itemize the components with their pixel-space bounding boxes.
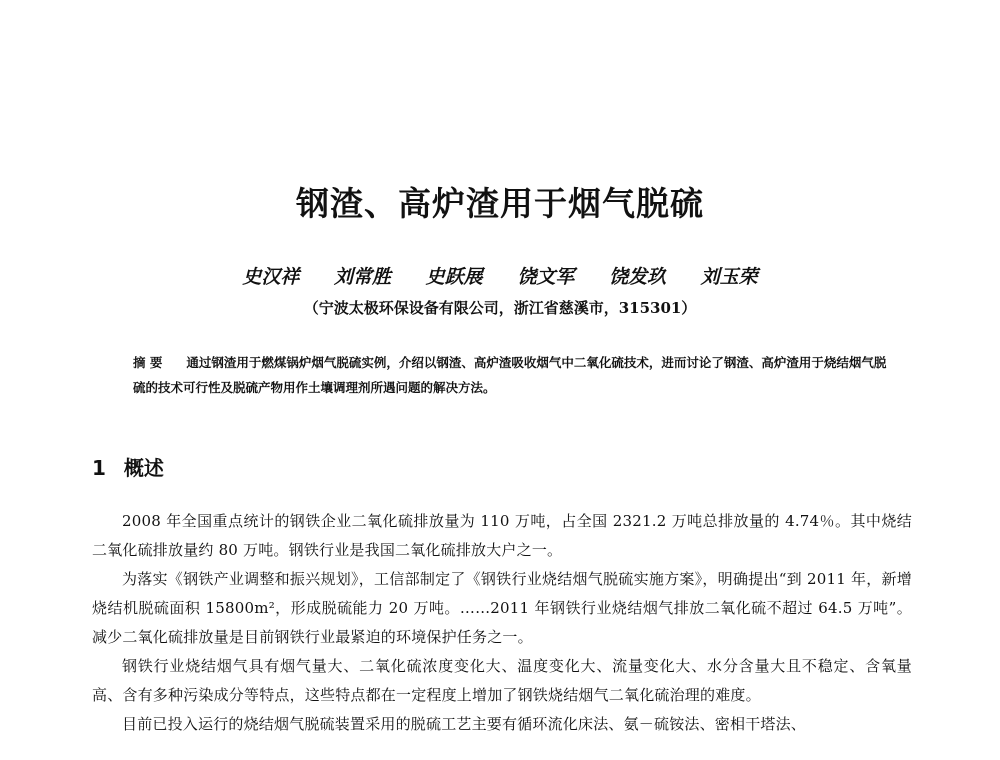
paragraph: 目前已投入运行的烧结烟气脱硫装置采用的脱硫工艺主要有循环流化床法、氨－硫铵法、密相干塔法、 <box>122 715 807 733</box>
affiliation: （宁波太极环保设备有限公司，浙江省慈溪市，315301） <box>303 299 697 317</box>
author-list <box>0 262 1000 289</box>
author-name: 史汉祥 <box>242 266 300 288</box>
abstract-text: 通过钢渣用于燃煤锅炉烟气脱硫实例，介绍以钢渣、高炉渣吸收烟气中二氧化硫技术，进而讨论了钢渣、高炉渣用于烧结烟气脱硫的技术可行性及脱硫产物用作土壤调理剂所遇问题的解决方法。 <box>133 355 887 395</box>
body-text <box>92 507 912 739</box>
abstract <box>133 350 893 400</box>
author-name: 史跃展 <box>425 266 483 288</box>
author-name: 刘玉荣 <box>700 266 758 288</box>
paper-title: 钢渣、高炉渣用于烟气脱硫 <box>296 184 704 223</box>
abstract-label: 摘 要 <box>133 355 163 370</box>
paragraph: 为落实《钢铁产业调整和振兴规划》，工信部制定了《钢铁行业烧结烟气脱硫实施方案》，明确提出“到 2011 年，新增烧结机脱硫面积 15800m²，形成脱硫能力 20 万吨。……2011 年钢铁行业烧结烟气排放二氧化硫不超过 64.5 万吨”。减少二氧化硫排放量是目前钢铁行业最紧迫的环境保护任务之一。 <box>92 570 912 646</box>
author-name: 饶发玖 <box>608 266 666 288</box>
section-heading <box>92 452 164 481</box>
author-name: 饶文军 <box>517 266 575 288</box>
author-name: 刘常胜 <box>334 266 392 288</box>
paragraph: 钢铁行业烧结烟气具有烟气量大、二氧化硫浓度变化大、温度变化大、流量变化大、水分含量大且不稳定、含氧量高、含有多种污染成分等特点，这些特点都在一定程度上增加了钢铁烧结烟气二氧化硫治理的难度。 <box>92 657 912 704</box>
section-number: 1 <box>92 456 106 480</box>
paragraph: 2008 年全国重点统计的钢铁企业二氧化硫排放量为 110 万吨，占全国 2321.2 万吨总排放量的 4.74％。其中烧结二氧化硫排放量约 80 万吨。钢铁行业是我国二氧化硫排放大户之一。 <box>92 512 912 559</box>
section-title: 概述 <box>123 456 164 480</box>
